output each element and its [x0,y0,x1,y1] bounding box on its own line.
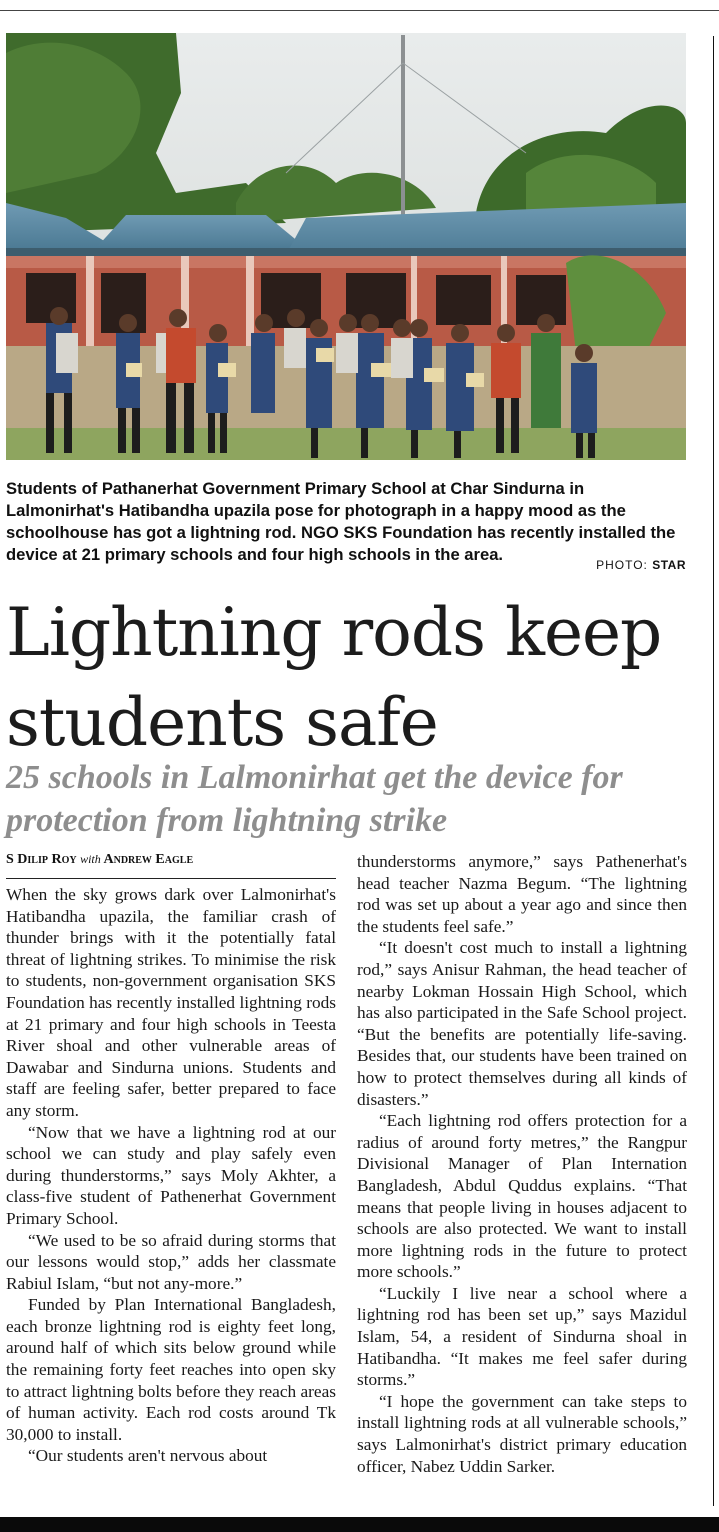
article-paragraph: “I hope the government can take steps to install lightning rods at all vulnerable schools,” says Lalmonirhat's district primary education officer, Nabez Uddin Sarker. [357,1391,687,1476]
page-bottom-bar [0,1517,719,1532]
article-paragraph: “Our students aren't nervous about [28,1446,268,1466]
photo-credit-source: STAR [652,558,686,572]
photo-caption: Students of Pathanerhat Government Primary School at Char Sindurna in Lalmonirhat's Hatibandha upazila pose for photograph in a happy mood as the schoolhouse has got a lightning rod. NGO SKS Foundation has recently installed the device at 21 primary schools and four high schools in the area. [6,479,676,564]
byline-author: S Dilip Roy [6,852,77,867]
top-rule [0,10,719,11]
photo-credit-label: PHOTO: [596,558,648,572]
school-photo-illustration [6,33,686,460]
article-paragraph: thunderstorms anymore,” says Pathenerhat's head teacher Nazma Begum. “The lightning rod was set up about a year ago and since then the students feel safe.” [357,852,687,936]
byline-rule [6,878,336,879]
photo-credit [596,558,686,572]
article-column-left [6,884,336,1514]
article-paragraph: “Luckily I live near a school where a lightning rod has been set up,” says Mazidul Islam, 54, a resident of Sindurna shoal in Hatibandha. “It makes me feel safer during storms.” [357,1283,687,1390]
column-rule [713,36,714,1506]
headline: Lightning rods keep students safe [6,594,662,761]
article-paragraph: “Now that we have a lightning rod at our school we can study and play safely even during thunderstorms,” says Moly Akhter, a class-five student of Pathenerhat Government Primary School. [6,1122,336,1228]
byline-coauthor: Andrew Eagle [103,852,194,867]
article-paragraph: “We used to be so afraid during storms that our lessons would stop,” adds her classmate Rabiul Islam, “but not any-more.” [6,1230,336,1293]
article-paragraph: When the sky grows dark over Lalmonirhat's Hatibandha upazila, the familiar crash of thunder brings with it the potentially fatal threat of lightning strikes. To minimise the risk to students, non-government organisation SKS Foundation has recently installed lightning rods at 21 primary and four high schools in Teesta River shoal and other vulnerable areas of Dawabar and Sindurna unions. Students and staff are feeling safer, better prepared to face any storm. [6,885,336,1120]
article-paragraph: “It doesn't cost much to install a lightning rod,” says Anisur Rahman, the head teacher of nearby Lokman Hossain High School, which has also participated in the Safe School project. “But the benefits are potentially life-saving. Besides that, our students have been trained on how to protect themselves during all kinds of disasters.” [357,938,687,1109]
article-column-right [357,851,687,1517]
subheadline: 25 schools in Lalmonirhat get the device for protection from lightning strike [6,759,623,839]
article-paragraph: “Each lightning rod offers protection for a radius of around forty metres,” the Rangpur Divisional Manager of Plan Internation Bangladesh, Abdul Quddus explains. “That means that people living in houses adjacent to schools are also protected. We want to install more lightning rods in the future to protect more schools.” [357,1111,687,1282]
byline-with: with [80,852,101,866]
news-photo [6,33,686,460]
article-paragraph: Funded by Plan International Bangladesh, each bronze lightning rod is eighty feet long, around half of which sits below ground while the remaining forty feet reaches into open sky to attract lightning bolts before they reach areas of human activity. Each rod costs around Tk 30,000 to install. [6,1295,336,1444]
byline [6,852,336,868]
